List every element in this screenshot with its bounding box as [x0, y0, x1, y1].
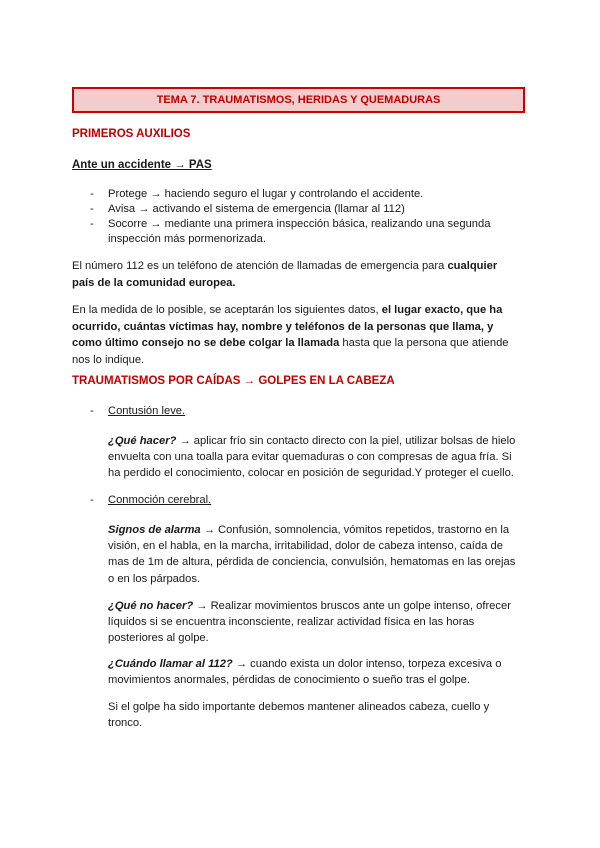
que-no-hacer-label: ¿Qué no hacer?	[108, 600, 194, 612]
section-heading-primeros-auxilios: PRIMEROS AUXILIOS	[72, 128, 191, 140]
signos-alarma-text: → Confusión, somnolencia, vómitos repetidos, trastorno en la visión, en el habla, en la marcha, irritabilidad, dolor de cabeza intenso, caída de mas de 1m de altura, pérdida de conciencia, convulsión, hematomas en las orejas o en los párpados.	[108, 524, 516, 585]
paragraph-signos-alarma	[108, 522, 523, 587]
bullet-socorre: - Socorre → mediante una primera inspección básica, realizando una segunda inspección más pormenorizada.	[90, 217, 520, 247]
paragraph-golpe-importante: Si el golpe ha sido importante debemos mantener alineados cabeza, cuello y tronco.	[108, 701, 490, 730]
que-no-hacer-text: → Realizar movimientos bruscos ante un golpe intenso, ofrecer líquidos si se encuentra inconsciente, realizar actividad física en las horas posteriores al golpe.	[108, 600, 511, 645]
dash-marker: -	[90, 494, 94, 506]
paragraph-cuando-llamar	[108, 656, 523, 688]
paragraph-112-bold: cualquier país de la comunidad europea.	[72, 260, 498, 289]
pas-bullet-list	[90, 187, 520, 247]
contusion-label: Contusión leve.	[108, 405, 186, 417]
paragraph-datos-bold: el lugar exacto, que ha ocurrido, cuántas víctimas hay, nombre y teléfonos de la personas que llama, y como último consejo no se debe colgar la llamada	[72, 304, 503, 349]
signos-alarma-label: Signos de alarma	[108, 524, 201, 536]
conmocion-label: Conmoción cerebral.	[108, 494, 212, 506]
dash-marker: -	[90, 405, 94, 417]
paragraph-que-hacer	[108, 433, 523, 482]
paragraph-que-no-hacer	[108, 598, 523, 647]
section-heading-traumatismos: TRAUMATISMOS POR CAÍDAS → GOLPES EN LA CABEZA	[72, 375, 395, 387]
document-title: TEMA 7. TRAUMATISMOS, HERIDAS Y QUEMADURAS	[72, 87, 525, 113]
paragraph-datos-text-a: En la medida de lo posible, se aceptarán los siguientes datos,	[72, 304, 382, 316]
cuando-llamar-text: → cuando exista un dolor intenso, torpeza excesiva o movimientos anormales, pérdidas de conocimiento o sueño tras el golpe.	[108, 658, 502, 687]
paragraph-112-text: El número 112 es un teléfono de atención de llamadas de emergencia para	[72, 260, 448, 272]
bullet-protege: - Protege → haciendo seguro el lugar y controlando el accidente.	[90, 187, 520, 202]
paragraph-datos	[72, 302, 522, 368]
que-hacer-label: ¿Qué hacer?	[108, 435, 177, 447]
que-hacer-text: → aplicar frío sin contacto directo con la piel, utilizar bolsas de hielo envuelta con una toalla para evitar quemaduras o con compresas de agua fría. Si ha perdido el conocimiento, colocar en posición de seguridad.Y proteger el cuello.	[108, 435, 516, 480]
bullet-avisa: - Avisa → activando el sistema de emergencia (llamar al 112)	[90, 202, 520, 217]
cuando-llamar-label: ¿Cuándo llamar al 112?	[108, 658, 233, 670]
subheading-pas: Ante un accidente → PAS	[72, 159, 212, 171]
paragraph-112	[72, 258, 522, 291]
paragraph-datos-text-b: hasta que la persona que atiende nos lo indique.	[72, 337, 509, 366]
